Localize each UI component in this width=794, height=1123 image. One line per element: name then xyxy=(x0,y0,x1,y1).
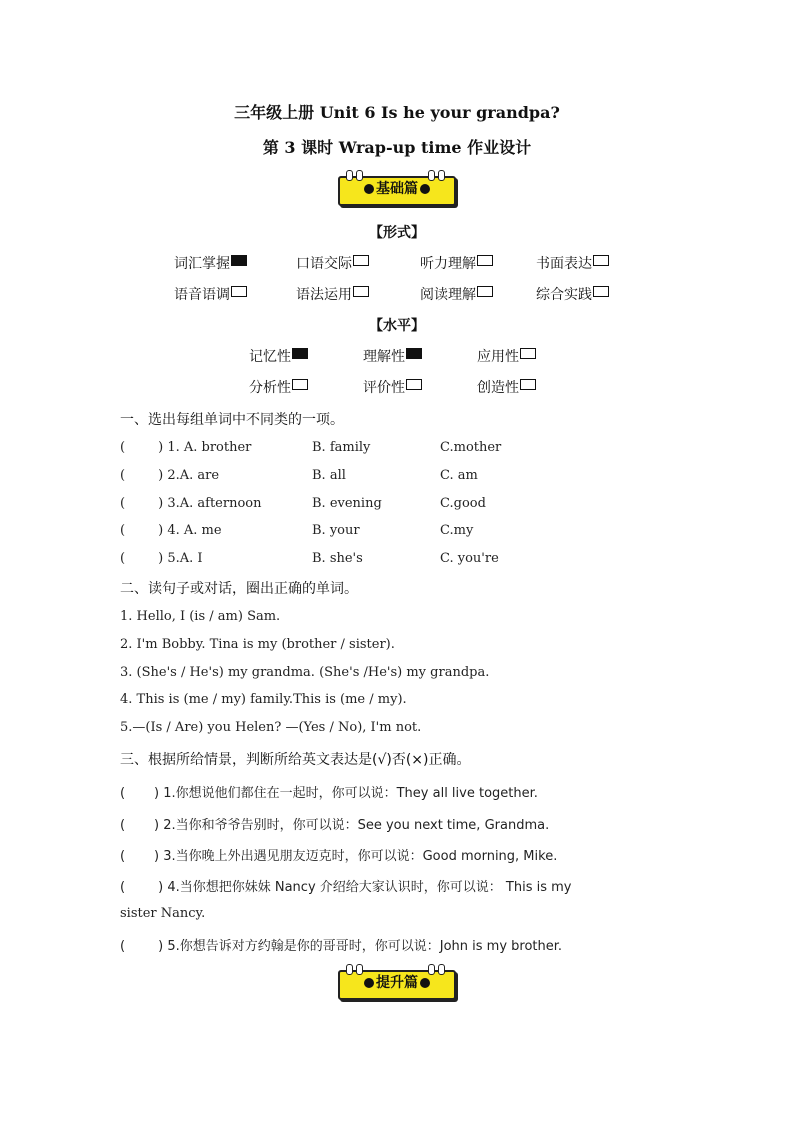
s1-q2-a: ( ) 2.A. are xyxy=(120,468,220,483)
s1-q2-c: C. am xyxy=(440,468,478,483)
s1-q1-a: ( ) 1. A. brother xyxy=(120,440,252,455)
section1-heading: 一、选出每组单词中不同类的一项。 xyxy=(120,412,344,428)
s1-q3-c: C.good xyxy=(440,496,486,511)
s2-line-3: 3. (She's / He's) my grandma. (She's /He's) my grandpa. xyxy=(120,665,490,680)
level-option-analysis[interactable]: 分析性 xyxy=(249,377,308,397)
checkbox[interactable] xyxy=(477,255,493,266)
form-option-reading[interactable]: 阅读理解 xyxy=(420,284,493,304)
checkbox[interactable] xyxy=(477,286,493,297)
s3-line-4: ( ) 4.当你想把你妹妹 Nancy 介绍给大家认识时，你可以说： This is my xyxy=(120,880,572,895)
form-heading: 【形式】 xyxy=(369,225,425,241)
s1-q4-b: B. your xyxy=(312,523,360,538)
bullet-icon xyxy=(364,184,374,194)
s2-line-2: 2. I'm Bobby. Tina is my (brother / sister). xyxy=(120,637,395,652)
bullet-icon xyxy=(364,978,374,988)
s2-line-4: 4. This is (me / my) family.This is (me / my). xyxy=(120,692,407,707)
level-option-evaluation[interactable]: 评价性 xyxy=(363,377,422,397)
bullet-icon xyxy=(420,184,430,194)
form-option-grammar[interactable]: 语法运用 xyxy=(296,284,369,304)
level-option-memory[interactable]: 记忆性 xyxy=(249,346,308,366)
s2-line-1: 1. Hello, I (is / am) Sam. xyxy=(120,609,281,624)
s3-line-4-cont: sister Nancy. xyxy=(120,906,206,921)
title-line-1: 三年级上册 Unit 6 Is he your grandpa? xyxy=(234,103,560,122)
badge-advanced xyxy=(338,966,456,996)
s3-line-5: ( ) 5.你想告诉对方约翰是你的哥哥时，你可以说：John is my brother. xyxy=(120,939,563,954)
s1-q2-b: B. all xyxy=(312,468,346,483)
checkbox[interactable] xyxy=(593,255,609,266)
level-option-creation[interactable]: 创造性 xyxy=(477,377,536,397)
checkbox[interactable] xyxy=(593,286,609,297)
badge-advanced-label: 提升篇 xyxy=(338,972,456,992)
badge-basic-label: 基础篇 xyxy=(338,178,456,198)
level-option-understanding[interactable]: 理解性 xyxy=(363,346,422,366)
title-line-2: 第 3 课时 Wrap-up time 作业设计 xyxy=(262,138,532,157)
form-option-phonetics[interactable]: 语音语调 xyxy=(174,284,247,304)
checkbox[interactable] xyxy=(406,348,422,359)
form-option-listening[interactable]: 听力理解 xyxy=(420,253,493,273)
checkbox[interactable] xyxy=(353,255,369,266)
form-option-oral[interactable]: 口语交际 xyxy=(296,253,369,273)
checkbox[interactable] xyxy=(520,348,536,359)
checkbox[interactable] xyxy=(292,348,308,359)
s2-line-5: 5.—(Is / Are) you Helen? —(Yes / No), I'm not. xyxy=(120,720,422,735)
checkbox[interactable] xyxy=(520,379,536,390)
s3-line-1: ( ) 1.你想说他们都住在一起时，你可以说：They all live together. xyxy=(120,786,538,801)
s1-q4-a: ( ) 4. A. me xyxy=(120,523,222,538)
s1-q4-c: C.my xyxy=(440,523,474,538)
s1-q5-a: ( ) 5.A. I xyxy=(120,551,203,566)
checkbox[interactable] xyxy=(292,379,308,390)
checkbox[interactable] xyxy=(406,379,422,390)
form-option-vocab[interactable]: 词汇掌握 xyxy=(174,253,247,273)
form-option-writing[interactable]: 书面表达 xyxy=(536,253,609,273)
s3-line-2: ( ) 2.当你和爷爷告别时，你可以说：See you next time, Grandma. xyxy=(120,818,550,833)
s3-line-3: ( ) 3.当你晚上外出遇见朋友迈克时，你可以说：Good morning, Mike. xyxy=(120,849,558,864)
s1-q1-c: C.mother xyxy=(440,440,502,455)
section3-heading: 三、根据所给情景，判断所给英文表达是(√)否(×)正确。 xyxy=(120,752,471,768)
checkbox[interactable] xyxy=(231,286,247,297)
form-option-practice[interactable]: 综合实践 xyxy=(536,284,609,304)
s1-q5-b: B. she's xyxy=(312,551,363,566)
level-option-application[interactable]: 应用性 xyxy=(477,346,536,366)
s1-q3-b: B. evening xyxy=(312,496,382,511)
checkbox[interactable] xyxy=(353,286,369,297)
bullet-icon xyxy=(420,978,430,988)
section2-heading: 二、读句子或对话，圈出正确的单词。 xyxy=(120,581,358,597)
badge-basic xyxy=(338,172,456,202)
checkbox[interactable] xyxy=(231,255,247,266)
s1-q3-a: ( ) 3.A. afternoon xyxy=(120,496,262,511)
s1-q1-b: B. family xyxy=(312,440,371,455)
level-heading: 【水平】 xyxy=(369,318,425,334)
s1-q5-c: C. you're xyxy=(440,551,499,566)
